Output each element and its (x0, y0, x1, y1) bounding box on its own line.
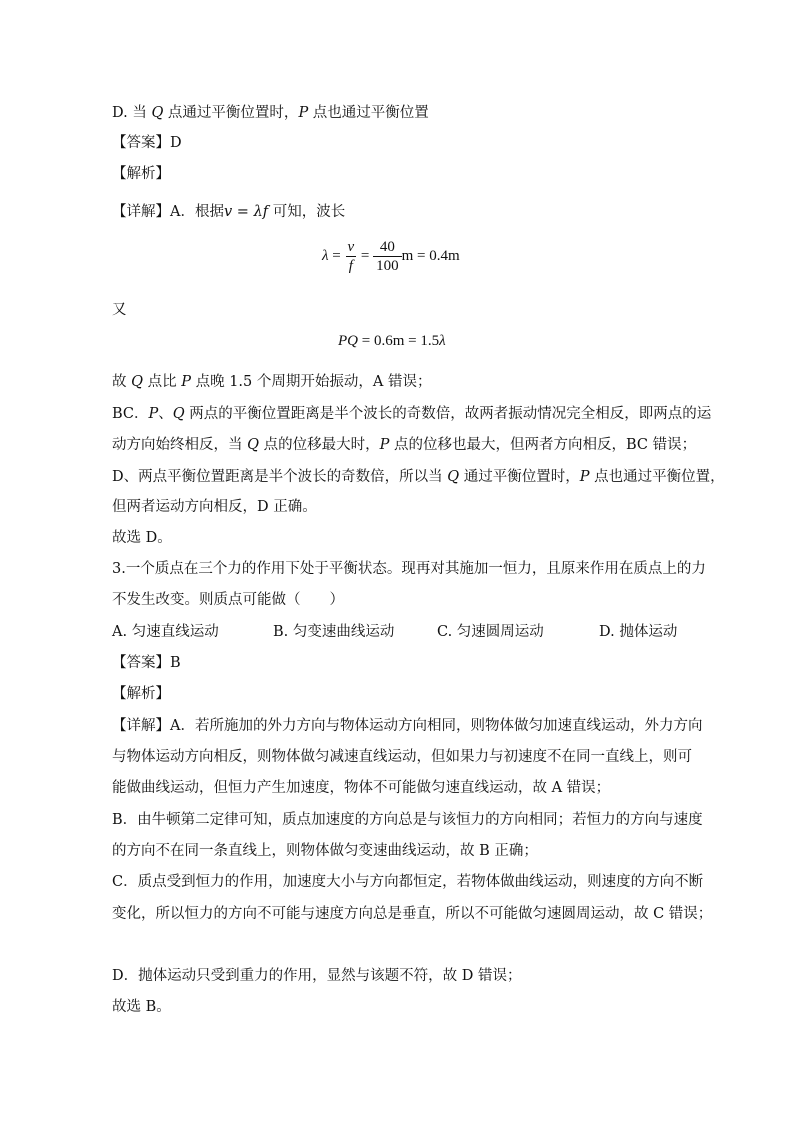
q2-a-conclusion: 故 Q 点比 P 点晚 1.5 个周期开始振动，A 错误； (112, 374, 432, 390)
q3-stem-line2: 不发生改变。则质点可能做（ ） (112, 592, 344, 608)
q3-choose: 故选 B。 (112, 999, 171, 1015)
q3-b-line1: B．由牛顿第二定律可知，质点加速度的方向总是与该恒力的方向相同；若恒力的方向与速度 (112, 812, 703, 828)
q2-choose: 故选 D。 (112, 530, 172, 546)
fraction-v-over-f: $\frac{v}{f}$ (347, 239, 355, 274)
q2-bc-line1: BC．P、Q 两点的平衡位置距离是半个波长的奇数倍，故两者振动情况完全相反，即两点的运 (112, 406, 712, 422)
q2-option-d: D. 当 Q 点通过平衡位置时，P 点也通过平衡位置 (112, 105, 429, 121)
q3-b-line2: 的方向不在同一条直线上，则物体做匀变速曲线运动，故 B 正确； (112, 843, 538, 859)
q3-analysis-heading: 【解析】 (112, 686, 170, 702)
q3-d-line: D．抛体运动只受到重力的作用，显然与该题不符，故 D 错误； (112, 968, 522, 984)
q3-option-c: C. 匀速圆周运动 (437, 624, 544, 640)
wavelength-equation: λ = $\frac{v}{f}$ = $\frac{40}{100}$ m = 0.4m (322, 239, 460, 274)
q3-a-line2: 与物体运动方向相反，则物体做匀减速直线运动，但如果力与初速度不在同一直线上，则可 (112, 749, 692, 765)
q2-bc-line2: 动方向始终相反，当 Q 点的位移最大时，P 点的位移也最大，但两者方向相反，BC 错误； (112, 437, 697, 453)
fraction-40-over-100: $\frac{40}{100}$ (373, 238, 402, 275)
q2-d-line1: D、两点平衡位置距离是半个波长的奇数倍，所以当 Q 通过平衡位置时，P 点也通过平衡位置， (112, 469, 725, 485)
pq-equation: PQ = 0.6m = 1.5λ (338, 333, 446, 349)
q3-a-line1: 【详解】A．若所施加的外力方向与物体运动方向相同，则物体做匀加速直线运动，外力方向 (112, 718, 703, 734)
q2-you: 又 (112, 302, 127, 318)
q3-option-b: B. 匀变速曲线运动 (273, 624, 395, 640)
q3-option-d: D. 抛体运动 (599, 624, 678, 640)
q2-detail-a: 【详解】A．根据v = λf 可知，波长 (112, 204, 346, 220)
q3-option-a: A. 匀速直线运动 (112, 624, 219, 640)
q2-answer: 【答案】D (112, 135, 182, 151)
q2-analysis-heading: 【解析】 (112, 166, 170, 182)
q3-c-line2: 变化，所以恒力的方向不可能与速度方向总是垂直，所以不可能做匀速圆周运动，故 C 错误； (112, 906, 713, 922)
q3-answer: 【答案】B (112, 655, 181, 671)
q3-stem-line1: 3.一个质点在三个力的作用下处于平衡状态。现再对其施加一恒力，且原来作用在质点上的力 (112, 561, 706, 577)
q2-d-line2: 但两者运动方向相反，D 正确。 (112, 499, 317, 515)
q3-a-line3: 能做曲线运动，但恒力产生加速度，物体不可能做匀速直线运动，故 A 错误； (112, 780, 611, 796)
q3-c-line1: C．质点受到恒力的作用，加速度大小与方向都恒定，若物体做曲线运动，则速度的方向不断 (112, 874, 704, 890)
